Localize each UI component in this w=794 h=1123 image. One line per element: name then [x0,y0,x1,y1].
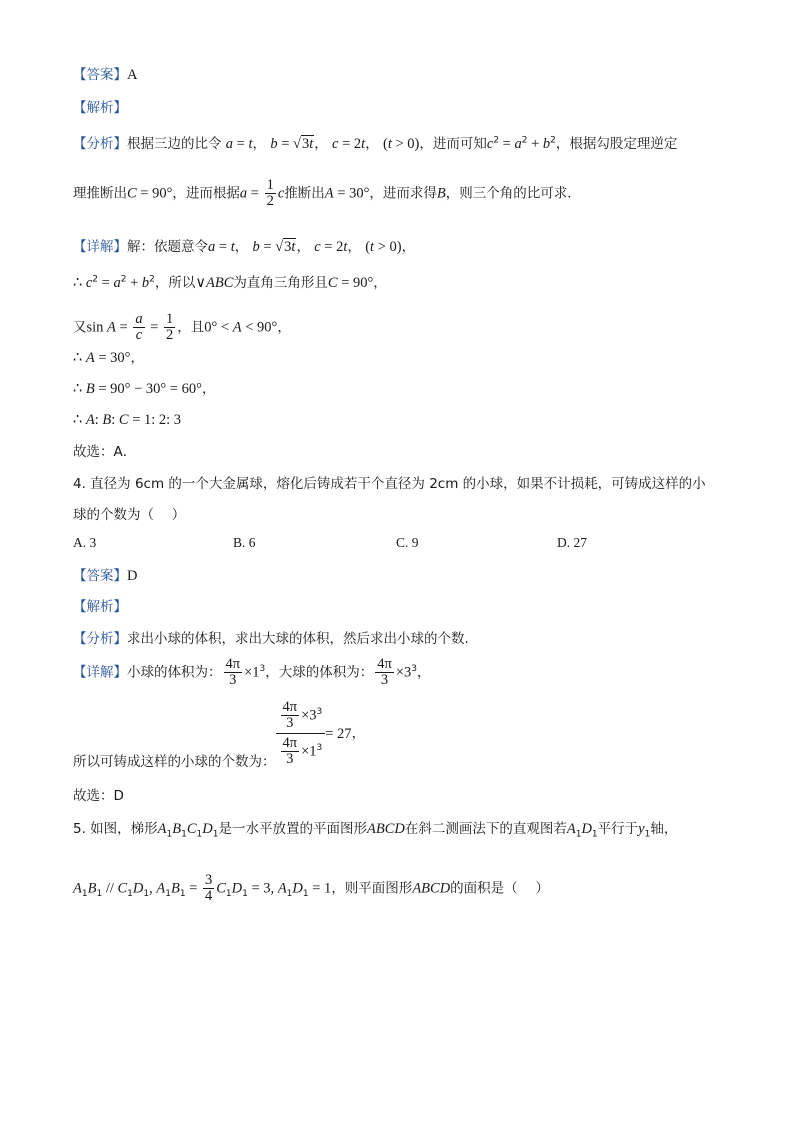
q4-count-line: 所以可铸成这样的小球的个数为： $\frac{4\pi}{3}$ $\times 3^3$ $\frac{4\pi}{3}$ $\times 1^3$ = 27， [73,699,366,770]
q3-answer-line [73,66,137,84]
analysis-tag: 【解析】 [73,599,127,615]
q3-analysis-heading [73,99,127,117]
big-volume-label: ，大球的体积为： [265,664,374,681]
compound-fraction: $\frac{4\pi}{3}$ $\times 3^3$ $\frac{4\pi}{3}$ $\times 1^3$ [276,700,326,767]
q3-xiangjie-line: 【详解】解：依题意令a = t， b = √3t， c = 2t， (t > 0)， [73,239,416,255]
xiangjie-tag: 【详解】 [73,239,127,255]
q3-step1: ∴ $c^2 = a^2 + b^2$，所以∨ABC为直角三角形且C = 90°， [73,274,387,291]
q3-fenxi-line1: 【分析】根据三边的比令 a = t， b = √3t， c = 2t， (t > 0)，进而可知$c^2 = a^2 + b^2$，根据勾股定理逆定 [73,135,678,152]
answer-tag: 【答案】 [73,568,127,584]
q3-step5: ∴ A: B: C = 1: 2: 3 [73,412,182,428]
fenxi-text: ，进而可知 [419,136,487,152]
q3-fenxi-line2: 理推断出C = 90°，进而根据a = $\frac{1}{2}$ c推断出A = 30°，进而求得B，则三个角的比可求． [73,177,581,209]
q4-answer-line [73,567,137,585]
fraction: $\frac{4\pi}{3}$ [377,656,392,688]
fenxi-text: 根据三边的比令 [127,136,222,152]
answer-value: A [127,67,138,83]
fraction: $\frac{4\pi}{3}$ [225,656,241,688]
q4-conclusion: 故选：D [73,788,124,804]
fraction: $\frac{a}{c}$ [135,311,143,343]
q5-text: 是一水平放置的平面图形 [218,821,367,837]
xiangjie-text: 解：依题意令 [127,239,208,255]
q5-text: 在斜二测画法下的直观图若 [404,821,567,837]
q5-stem-line2: $A_1B_1 // C_1D_1$, $A_1B_1$ = $\frac{3}{4}$ $C_1D_1 = 3$, $A_1D_1 = 1$，则平面图形ABCD的面积是（ ） [73,872,549,904]
q5-text: 平行于 [597,821,639,837]
xiangjie-tag: 【详解】 [73,664,127,681]
q5-stem-line1: 5. 如图，梯形$A_1B_1C_1D_1$是一水平放置的平面图形ABCD在斜二测画法下的直观图若$A_1D_1$平行于$y_1$轴， [73,821,678,840]
fraction: $\frac{3}{4}$ [205,872,213,904]
q4-stem-line1: 4. 直径为 6cm 的一个大金属球，熔化后铸成若干个直径为 2cm 的小球，如果不计损耗，可铸成这样的小 [73,476,706,492]
q3-step4: ∴ B = 90° − 30° = 60°， [73,381,216,397]
q4-option-c: C. 9 [396,535,419,550]
q4-analysis-heading [73,598,127,616]
fenxi-text: 理推断出 [73,185,127,202]
fenxi-text: ，进而根据 [172,185,240,202]
q4-xiangjie-line: 【详解】小球的体积为： $\frac{4\pi}{3}$ $\times 1^3$，大球的体积为： $\frac{4\pi}{3}$ $\times 3^3$， [73,656,431,688]
step-text: 为直角三角形且 [233,275,328,291]
q4-option-b: B. 6 [233,535,256,550]
answer-value: D [127,568,138,584]
count-label: 所以可铸成这样的小球的个数为： [73,753,276,770]
step-text: ，所以 [154,275,196,291]
small-volume-label: 小球的体积为： [127,664,222,681]
fraction: $\frac{1}{2}$ [266,177,274,209]
fenxi-text: 推断出 [284,185,325,202]
step-text: ，且 [177,319,205,336]
step-text: 又 [73,319,87,336]
count-result: = 27 [325,725,352,742]
q3-step2: 又sin A = $\frac{a}{c}$ = $\frac{1}{2}$ ，且0° < A < 90°， [73,311,291,343]
q3-step3: ∴ A = 30°， [73,350,144,366]
q5-text: 5. 如图，梯形 [73,821,158,837]
fenxi-tag: 【分析】 [73,136,127,152]
q4-option-d: D. 27 [557,535,587,550]
q5-text: 轴， [650,821,678,837]
q4-option-a: A. 3 [73,535,97,550]
fraction: $\frac{1}{2}$ [166,311,174,343]
q4-stem-line2: 球的个数为（ ） [73,507,186,523]
q5-text: ，则平面图形 [331,880,413,897]
fenxi-text: ，根据勾股定理逆定 [555,136,678,152]
q3-conclusion: 故选：A． [73,444,137,460]
fenxi-tag: 【分析】 [73,631,127,647]
fenxi-text: ，进而求得 [369,185,437,202]
analysis-tag: 【解析】 [73,100,127,116]
fenxi-text: 求出小球的体积，求出大球的体积，然后求出小球的个数. [127,631,469,647]
q4-fenxi-line [73,630,469,648]
fenxi-text: ，则三个角的比可求． [445,185,581,202]
q5-text: 的面积是（ ） [450,880,549,897]
answer-tag: 【答案】 [73,67,127,83]
